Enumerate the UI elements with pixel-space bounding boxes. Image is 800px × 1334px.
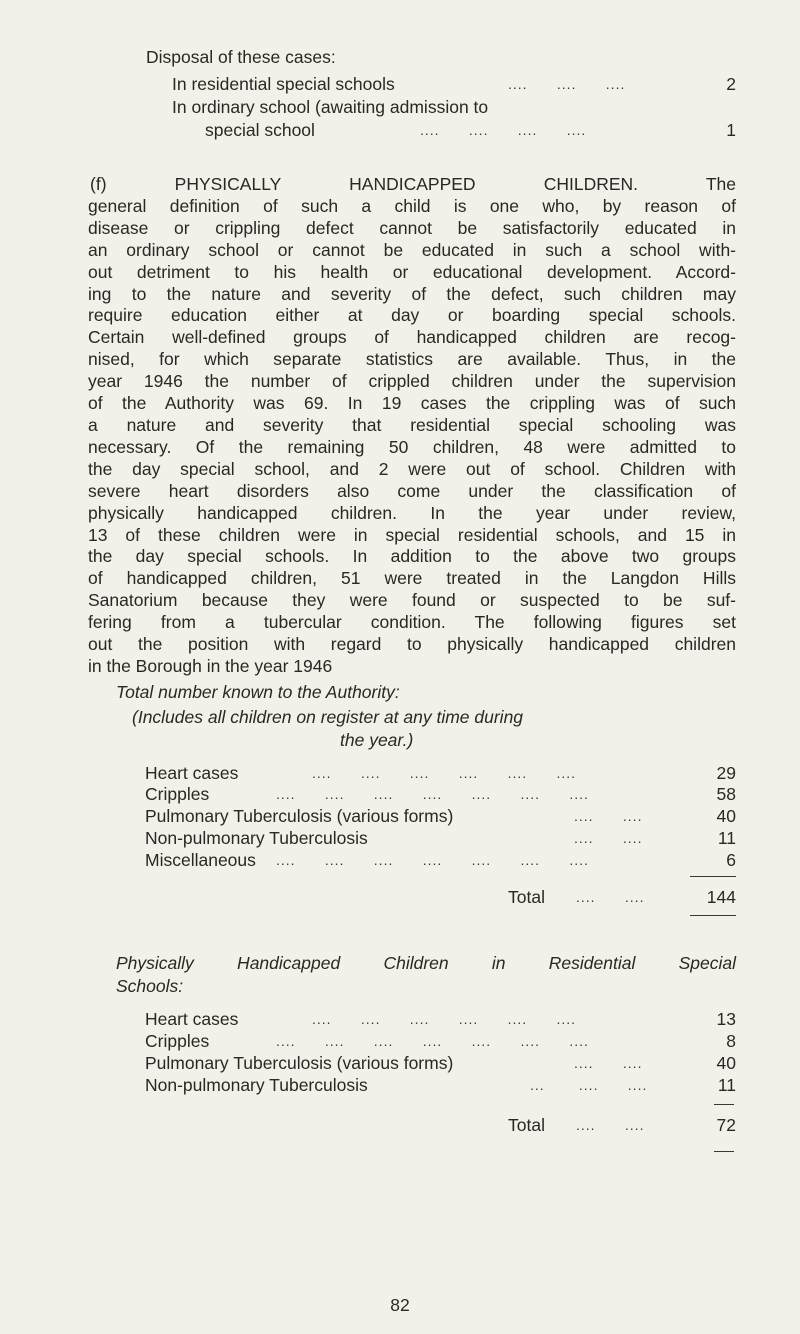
paragraph-line: in the Borough in the year 1946 — [88, 655, 333, 676]
paragraph-line: of the Authority was 69. In 19 cases the crippling was of such — [88, 393, 736, 414]
leader-dots: .... .... — [576, 1117, 645, 1133]
table1-row-label: Cripples — [145, 784, 210, 804]
paragraph-line: out detriment to his health or educational development. Accord- — [88, 261, 736, 282]
table1-total-label: Total — [508, 887, 545, 907]
paragraph-line: severe heart disorders also come under the classification of — [88, 480, 736, 501]
table2-total-label: Total — [508, 1115, 545, 1135]
table1-row-label: Pulmonary Tuberculosis (various forms) — [145, 806, 454, 826]
paragraph-line: a nature and severity that residential special schooling was — [88, 414, 736, 435]
table2-row-label: Non-pulmonary Tuberculosis — [145, 1075, 368, 1095]
table2-row-value: 8 — [726, 1031, 736, 1051]
paragraph-line: of handicapped children, 51 were treated in the Langdon Hills — [88, 568, 736, 589]
leader-dots: .... .... .... .... .... .... — [312, 765, 577, 781]
paragraph-line: fering from a tubercular condition. The following figures set — [88, 612, 736, 633]
paragraph-line: year 1946 the number of crippled children under the supervision — [88, 371, 736, 392]
disposal-heading: Disposal of these cases: — [146, 47, 336, 67]
table2-row-value: 13 — [716, 1009, 736, 1029]
paragraph-line: out the position with regard to physically handicapped children — [88, 634, 736, 655]
subtotal-rule — [690, 876, 736, 877]
table1-title: Total number known to the Authority: — [116, 682, 400, 702]
leader-dots: .... .... — [574, 808, 643, 824]
table1-subtitle-cont: the year.) — [340, 730, 414, 750]
table2-row-value: 40 — [716, 1053, 736, 1073]
disposal-row-residential-value: 2 — [726, 74, 736, 94]
leader-dots: .... .... .... .... .... .... .... — [276, 852, 589, 868]
table1-row-label: Non-pulmonary Tuberculosis — [145, 828, 368, 848]
table2-row-label: Heart cases — [145, 1009, 239, 1029]
table1-row-value: 40 — [716, 806, 736, 826]
total-rule — [690, 915, 736, 916]
disposal-row-ordinary-label-cont: special school — [205, 120, 315, 140]
table2-title-cont: Schools: — [116, 976, 184, 996]
paragraph-line: the day special schools. In addition to the above two groups — [88, 546, 736, 567]
section-f-paragraph — [88, 174, 736, 678]
table1-row-value: 6 — [726, 850, 736, 870]
paragraph-line: necessary. Of the remaining 50 children, 48 were admitted to — [88, 436, 736, 457]
leader-dots: .... .... .... .... .... .... — [312, 1011, 577, 1027]
table2-row-value: 11 — [717, 1075, 736, 1095]
paragraph-line: require education either at day or boarding special schools. — [88, 305, 736, 326]
total-rule — [714, 1151, 734, 1152]
disposal-row-ordinary-value: 1 — [726, 120, 736, 140]
paragraph-line: ing to the nature and severity of the defect, such children may — [88, 283, 736, 304]
table1-row-label: Miscellaneous — [145, 850, 256, 870]
table1-total-value: 144 — [706, 887, 736, 907]
table2-row-label: Pulmonary Tuberculosis (various forms) — [145, 1053, 454, 1073]
leader-dots: ... .... .... — [530, 1077, 648, 1093]
leader-dots: .... .... — [576, 889, 645, 905]
paragraph-line: Certain well-defined groups of handicapped children are recog- — [88, 327, 736, 348]
paragraph-line: 13 of these children were in special residential schools, and 15 in — [88, 524, 736, 545]
paragraph-line: an ordinary school or cannot be educated in such a school with- — [88, 239, 736, 260]
disposal-row-residential-label: In residential special schools — [172, 74, 395, 94]
leader-dots: .... .... .... .... .... .... .... — [276, 786, 589, 802]
leader-dots: .... .... .... .... — [420, 122, 587, 138]
leader-dots: .... .... .... .... .... .... .... — [276, 1033, 589, 1049]
subtotal-rule — [714, 1104, 734, 1105]
table2-title: Physically Handicapped Children in Residential Special — [116, 953, 736, 973]
paragraph-line: general definition of such a child is one who, by reason of — [88, 195, 736, 216]
table1-row-value: 11 — [717, 828, 736, 848]
table1-row-value: 58 — [716, 784, 736, 804]
paragraph-line: the day special school, and 2 were out of school. Children with — [88, 458, 736, 479]
table2-total-value: 72 — [716, 1115, 736, 1135]
table1-subtitle: (Includes all children on register at any time during — [132, 707, 524, 727]
paragraph-line: nised, for which separate statistics are available. Thus, in the — [88, 349, 736, 370]
page-number: 82 — [390, 1295, 410, 1315]
leader-dots: .... .... — [574, 830, 643, 846]
table1-row-value: 29 — [716, 763, 736, 783]
table1-row-label: Heart cases — [145, 763, 239, 783]
paragraph-line: physically handicapped children. In the year under review, — [88, 502, 736, 523]
table2-row-label: Cripples — [145, 1031, 210, 1051]
paragraph-line: Sanatorium because they were found or suspected to be suf- — [88, 590, 736, 611]
paragraph-line: disease or crippling defect cannot be satisfactorily educated in — [88, 217, 736, 238]
disposal-row-ordinary-label: In ordinary school (awaiting admission to — [172, 97, 489, 117]
leader-dots: .... .... — [574, 1055, 643, 1071]
paragraph-line: (f) PHYSICALLY HANDICAPPED CHILDREN. The — [90, 174, 736, 194]
leader-dots: .... .... .... — [508, 76, 626, 92]
